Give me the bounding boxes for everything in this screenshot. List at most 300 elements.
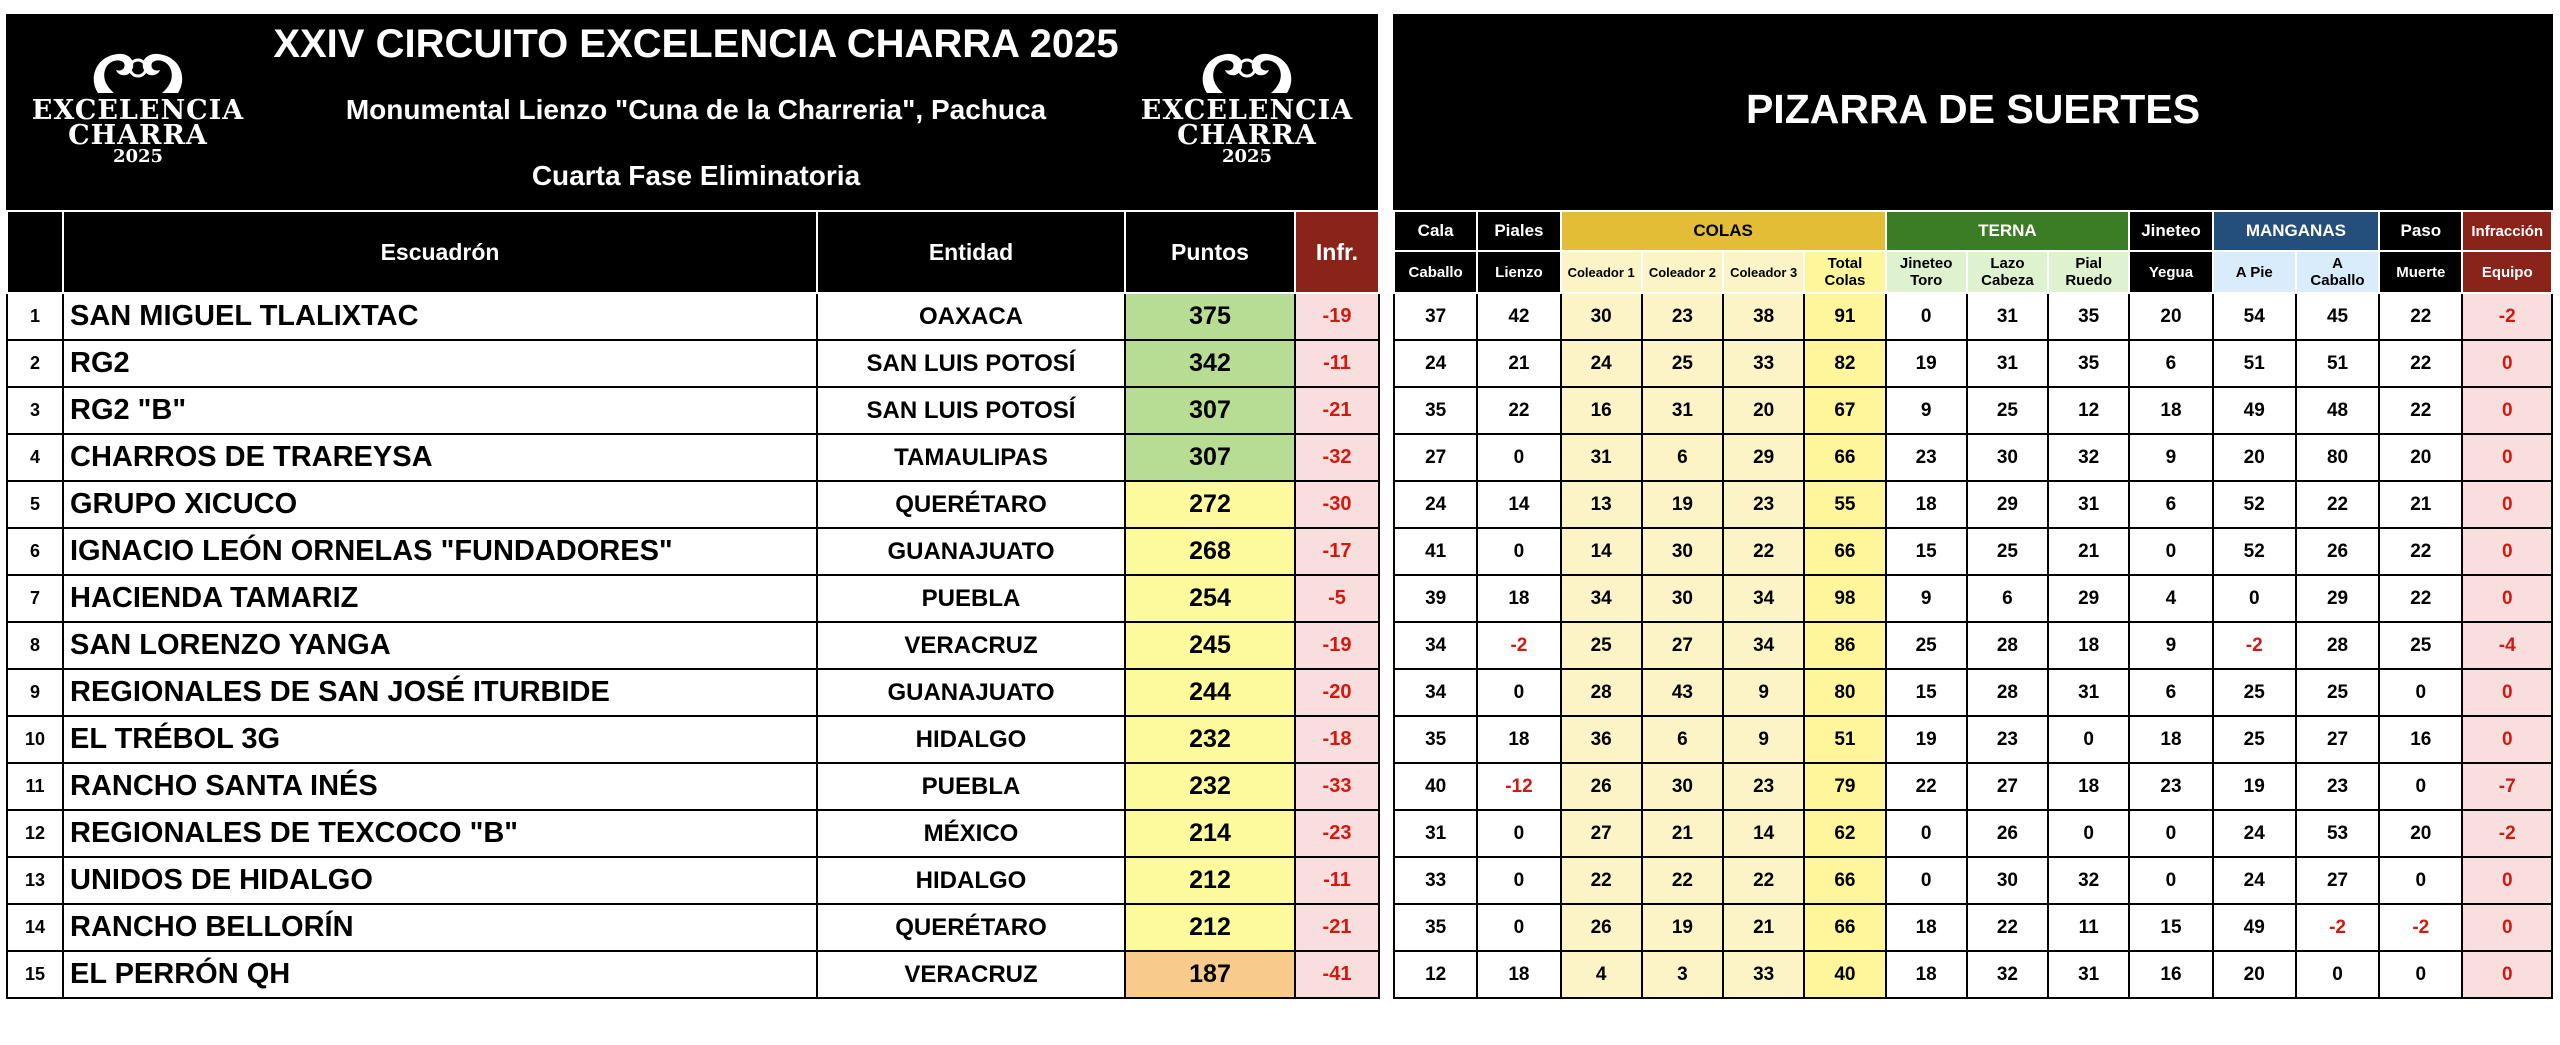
score-paso-muerte: 25 (2379, 622, 2462, 669)
score-jineteo-toro: 15 (1886, 669, 1967, 716)
score-mangana-a-pie: 25 (2213, 669, 2296, 716)
score-coleador-2: 3 (1642, 951, 1723, 998)
standings-team: UNIDOS DE HIDALGO (63, 857, 817, 904)
standings-points: 244 (1125, 669, 1295, 716)
score-jineteo-toro: 19 (1886, 716, 1967, 763)
standings-panel (6, 14, 1378, 1034)
standings-points: 232 (1125, 716, 1295, 763)
standings-infr: -20 (1295, 669, 1379, 716)
score-lazo-cabeza: 31 (1967, 340, 2048, 387)
phase-subtitle: Cuarta Fase Eliminatoria (531, 160, 861, 191)
score-piales-lienzo: 0 (1477, 528, 1560, 575)
standings-row (7, 857, 1379, 904)
score-coleador-1: 26 (1561, 904, 1642, 951)
score-total-colas: 82 (1804, 340, 1885, 387)
score-lazo-cabeza: 6 (1967, 575, 2048, 622)
standings-points: 214 (1125, 810, 1295, 857)
standings-team: HACIENDA TAMARIZ (63, 575, 817, 622)
standings-team: REGIONALES DE TEXCOCO "B" (63, 810, 817, 857)
standings-state: SAN LUIS POTOSÍ (817, 387, 1125, 434)
scoreboard-row (1394, 340, 2552, 387)
standings-row (7, 716, 1379, 763)
sub-ac-2: Caballo (2310, 272, 2365, 289)
standings-points: 212 (1125, 857, 1295, 904)
venue-subtitle: Monumental Lienzo "Cuna de la Charreria", Pachuca (345, 94, 1047, 125)
scoreboard-row (1394, 481, 2552, 528)
standings-infr: -11 (1295, 857, 1379, 904)
standings-position: 7 (7, 575, 63, 622)
score-coleador-3: 22 (1723, 857, 1804, 904)
standings-points: 245 (1125, 622, 1295, 669)
standings-team: RG2 (63, 340, 817, 387)
score-mangana-a-pie: 49 (2213, 904, 2296, 951)
score-pial-ruedo: 32 (2048, 857, 2129, 904)
score-jineteo-yegua: 6 (2129, 481, 2212, 528)
standings-infr: -19 (1295, 293, 1379, 340)
score-coleador-3: 9 (1723, 716, 1804, 763)
score-jineteo-yegua: 4 (2129, 575, 2212, 622)
score-total-colas: 55 (1804, 481, 1885, 528)
score-cala-caballo: 35 (1394, 387, 1477, 434)
scoreboard-row (1394, 387, 2552, 434)
score-jineteo-toro: 18 (1886, 951, 1967, 998)
score-coleador-1: 34 (1561, 575, 1642, 622)
col-pos (7, 211, 63, 293)
score-paso-muerte: 22 (2379, 340, 2462, 387)
score-total-colas: 66 (1804, 857, 1885, 904)
standings-position: 4 (7, 434, 63, 481)
scoreboard-row (1394, 810, 2552, 857)
standings-infr: -18 (1295, 716, 1379, 763)
standings-points: 375 (1125, 293, 1295, 340)
score-piales-lienzo: -12 (1477, 763, 1560, 810)
logo-text-2: CHARRA (1177, 120, 1317, 151)
group-colas: COLAS (1561, 211, 1886, 251)
sub-jt-1: Jineteo (1899, 255, 1953, 272)
score-cala-caballo: 40 (1394, 763, 1477, 810)
standings-team: EL PERRÓN QH (63, 951, 817, 998)
standings-points: 254 (1125, 575, 1295, 622)
standings-state: VERACRUZ (817, 951, 1125, 998)
score-piales-lienzo: 21 (1477, 340, 1560, 387)
score-infraccion-equipo: 0 (2462, 434, 2552, 481)
standings-row (7, 951, 1379, 998)
standings-state: VERACRUZ (817, 622, 1125, 669)
score-coleador-3: 21 (1723, 904, 1804, 951)
score-coleador-1: 30 (1561, 293, 1642, 340)
score-piales-lienzo: 0 (1477, 857, 1560, 904)
sub-total-1: Total (1827, 255, 1863, 272)
sub-coleador-2: Coleador 2 (1642, 251, 1723, 293)
score-mangana-a-pie: -2 (2213, 622, 2296, 669)
sub-lienzo: Lienzo (1477, 251, 1560, 293)
score-coleador-2: 6 (1642, 716, 1723, 763)
score-piales-lienzo: 0 (1477, 810, 1560, 857)
standings-team: REGIONALES DE SAN JOSÉ ITURBIDE (63, 669, 817, 716)
score-cala-caballo: 41 (1394, 528, 1477, 575)
score-paso-muerte: 0 (2379, 763, 2462, 810)
standings-state: HIDALGO (817, 857, 1125, 904)
score-infraccion-equipo: 0 (2462, 904, 2552, 951)
score-lazo-cabeza: 25 (1967, 528, 2048, 575)
score-paso-muerte: 20 (2379, 434, 2462, 481)
standings-state: PUEBLA (817, 763, 1125, 810)
score-infraccion-equipo: 0 (2462, 528, 2552, 575)
score-pial-ruedo: 35 (2048, 293, 2129, 340)
score-coleador-2: 23 (1642, 293, 1723, 340)
sub-coleador-1: Coleador 1 (1561, 251, 1642, 293)
col-state: Entidad (817, 211, 1125, 293)
score-coleador-3: 38 (1723, 293, 1804, 340)
standings-points: 212 (1125, 904, 1295, 951)
score-mangana-a-caballo: 0 (2296, 951, 2379, 998)
score-jineteo-toro: 18 (1886, 904, 1967, 951)
group-manganas: MANGANAS (2213, 211, 2380, 251)
score-cala-caballo: 35 (1394, 716, 1477, 763)
score-pial-ruedo: 12 (2048, 387, 2129, 434)
score-jineteo-yegua: 9 (2129, 434, 2212, 481)
score-cala-caballo: 34 (1394, 622, 1477, 669)
score-total-colas: 98 (1804, 575, 1885, 622)
standings-team: EL TRÉBOL 3G (63, 716, 817, 763)
score-mangana-a-pie: 54 (2213, 293, 2296, 340)
score-pial-ruedo: 18 (2048, 763, 2129, 810)
score-lazo-cabeza: 31 (1967, 293, 2048, 340)
score-paso-muerte: 22 (2379, 293, 2462, 340)
sub-pial-ruedo (2048, 251, 2129, 293)
scoreboard-group-row (1394, 211, 2552, 251)
standings-infr: -33 (1295, 763, 1379, 810)
score-total-colas: 51 (1804, 716, 1885, 763)
standings-body (7, 293, 1379, 998)
standings-team: GRUPO XICUCO (63, 481, 817, 528)
score-paso-muerte: -2 (2379, 904, 2462, 951)
score-coleador-2: 27 (1642, 622, 1723, 669)
standings-team: IGNACIO LEÓN ORNELAS "FUNDADORES" (63, 528, 817, 575)
score-coleador-1: 36 (1561, 716, 1642, 763)
scoreboard-table (1393, 210, 2553, 999)
score-total-colas: 62 (1804, 810, 1885, 857)
standings-points: 232 (1125, 763, 1295, 810)
score-coleador-2: 6 (1642, 434, 1723, 481)
score-mangana-a-caballo: 53 (2296, 810, 2379, 857)
score-paso-muerte: 22 (2379, 387, 2462, 434)
score-coleador-3: 33 (1723, 340, 1804, 387)
score-mangana-a-caballo: 27 (2296, 716, 2379, 763)
logo-text-2: CHARRA (68, 120, 208, 151)
score-piales-lienzo: 0 (1477, 434, 1560, 481)
score-total-colas: 80 (1804, 669, 1885, 716)
sub-total-colas (1804, 251, 1885, 293)
standings-row (7, 528, 1379, 575)
score-jineteo-yegua: 18 (2129, 716, 2212, 763)
group-infraccion: Infracción (2462, 211, 2552, 251)
score-pial-ruedo: 11 (2048, 904, 2129, 951)
standings-position: 3 (7, 387, 63, 434)
score-jineteo-yegua: 23 (2129, 763, 2212, 810)
score-infraccion-equipo: 0 (2462, 857, 2552, 904)
score-coleador-2: 21 (1642, 810, 1723, 857)
scoreboard-body (1394, 293, 2552, 998)
score-mangana-a-pie: 51 (2213, 340, 2296, 387)
score-infraccion-equipo: -4 (2462, 622, 2552, 669)
standings-infr: -21 (1295, 904, 1379, 951)
score-jineteo-yegua: 20 (2129, 293, 2212, 340)
standings-infr: -17 (1295, 528, 1379, 575)
score-jineteo-toro: 9 (1886, 575, 1967, 622)
standings-team: RANCHO BELLORÍN (63, 904, 817, 951)
score-pial-ruedo: 18 (2048, 622, 2129, 669)
score-mangana-a-caballo: 27 (2296, 857, 2379, 904)
score-total-colas: 67 (1804, 387, 1885, 434)
score-coleador-2: 22 (1642, 857, 1723, 904)
standings-state: GUANAJUATO (817, 669, 1125, 716)
sub-total-2: Colas (1824, 272, 1866, 289)
scoreboard-row (1394, 763, 2552, 810)
standings-state: QUERÉTARO (817, 481, 1125, 528)
score-infraccion-equipo: -2 (2462, 810, 2552, 857)
standings-infr: -11 (1295, 340, 1379, 387)
score-coleador-1: 16 (1561, 387, 1642, 434)
score-paso-muerte: 0 (2379, 669, 2462, 716)
score-mangana-a-caballo: -2 (2296, 904, 2379, 951)
standings-points: 272 (1125, 481, 1295, 528)
score-jineteo-yegua: 6 (2129, 340, 2212, 387)
score-infraccion-equipo: -2 (2462, 293, 2552, 340)
score-jineteo-yegua: 0 (2129, 857, 2212, 904)
score-mangana-a-caballo: 22 (2296, 481, 2379, 528)
score-jineteo-toro: 0 (1886, 293, 1967, 340)
score-piales-lienzo: 14 (1477, 481, 1560, 528)
score-coleador-3: 20 (1723, 387, 1804, 434)
standings-infr: -32 (1295, 434, 1379, 481)
score-piales-lienzo: 42 (1477, 293, 1560, 340)
standings-position: 13 (7, 857, 63, 904)
score-cala-caballo: 39 (1394, 575, 1477, 622)
score-lazo-cabeza: 22 (1967, 904, 2048, 951)
score-mangana-a-caballo: 48 (2296, 387, 2379, 434)
score-mangana-a-pie: 24 (2213, 857, 2296, 904)
standings-row (7, 293, 1379, 340)
score-coleador-2: 19 (1642, 904, 1723, 951)
score-coleador-3: 14 (1723, 810, 1804, 857)
standings-state: TAMAULIPAS (817, 434, 1125, 481)
standings-row (7, 810, 1379, 857)
scoreboard-row (1394, 293, 2552, 340)
logo-text-1: EXCELENCIA (1140, 95, 1354, 126)
col-team: Escuadrón (63, 211, 817, 293)
score-infraccion-equipo: 0 (2462, 387, 2552, 434)
score-mangana-a-pie: 49 (2213, 387, 2296, 434)
standings-position: 12 (7, 810, 63, 857)
group-cala: Cala (1394, 211, 1477, 251)
score-coleador-3: 34 (1723, 622, 1804, 669)
standings-state: OAXACA (817, 293, 1125, 340)
standings-row (7, 340, 1379, 387)
score-jineteo-toro: 22 (1886, 763, 1967, 810)
score-pial-ruedo: 0 (2048, 716, 2129, 763)
score-cala-caballo: 12 (1394, 951, 1477, 998)
score-infraccion-equipo: -7 (2462, 763, 2552, 810)
score-pial-ruedo: 29 (2048, 575, 2129, 622)
standings-row (7, 434, 1379, 481)
score-mangana-a-caballo: 25 (2296, 669, 2379, 716)
scoreboard-row (1394, 575, 2552, 622)
score-lazo-cabeza: 28 (1967, 622, 2048, 669)
horse-heads-icon (1187, 48, 1307, 98)
group-jineteo: Jineteo (2129, 211, 2212, 251)
standings-infr: -19 (1295, 622, 1379, 669)
standings-row (7, 387, 1379, 434)
standings-state: QUERÉTARO (817, 904, 1125, 951)
standings-state: MÉXICO (817, 810, 1125, 857)
score-jineteo-toro: 9 (1886, 387, 1967, 434)
score-cala-caballo: 24 (1394, 481, 1477, 528)
sub-caballo: Caballo (1394, 251, 1477, 293)
standings-points: 342 (1125, 340, 1295, 387)
score-piales-lienzo: 18 (1477, 575, 1560, 622)
sub-muerte: Muerte (2379, 251, 2462, 293)
logo-text-3: 2025 (112, 146, 164, 167)
score-lazo-cabeza: 27 (1967, 763, 2048, 810)
standings-position: 6 (7, 528, 63, 575)
group-terna: TERNA (1886, 211, 2130, 251)
score-jineteo-toro: 19 (1886, 340, 1967, 387)
sub-jineteo-toro (1886, 251, 1967, 293)
score-mangana-a-caballo: 80 (2296, 434, 2379, 481)
score-infraccion-equipo: 0 (2462, 575, 2552, 622)
standings-row (7, 904, 1379, 951)
score-mangana-a-caballo: 45 (2296, 293, 2379, 340)
score-infraccion-equipo: 0 (2462, 951, 2552, 998)
score-pial-ruedo: 31 (2048, 951, 2129, 998)
sub-lc-2: Cabeza (1981, 272, 2034, 289)
standings-team: RANCHO SANTA INÉS (63, 763, 817, 810)
score-total-colas: 86 (1804, 622, 1885, 669)
score-coleador-1: 24 (1561, 340, 1642, 387)
standings-position: 14 (7, 904, 63, 951)
standings-position: 1 (7, 293, 63, 340)
score-cala-caballo: 31 (1394, 810, 1477, 857)
score-coleador-2: 25 (1642, 340, 1723, 387)
score-jineteo-toro: 0 (1886, 810, 1967, 857)
standings-infr: -21 (1295, 387, 1379, 434)
horse-heads-icon (78, 48, 198, 98)
score-jineteo-toro: 25 (1886, 622, 1967, 669)
standings-position: 10 (7, 716, 63, 763)
sub-a-pie: A Pie (2213, 251, 2296, 293)
standings-row (7, 481, 1379, 528)
standings-infr: -30 (1295, 481, 1379, 528)
scoreboard-row (1394, 528, 2552, 575)
score-coleador-2: 43 (1642, 669, 1723, 716)
score-pial-ruedo: 31 (2048, 481, 2129, 528)
col-infr: Infr. (1295, 211, 1379, 293)
score-pial-ruedo: 31 (2048, 669, 2129, 716)
score-coleador-1: 25 (1561, 622, 1642, 669)
score-pial-ruedo: 35 (2048, 340, 2129, 387)
score-paso-muerte: 21 (2379, 481, 2462, 528)
score-piales-lienzo: -2 (1477, 622, 1560, 669)
score-cala-caballo: 35 (1394, 904, 1477, 951)
sub-coleador-3: Coleador 3 (1723, 251, 1804, 293)
group-piales: Piales (1477, 211, 1560, 251)
score-cala-caballo: 27 (1394, 434, 1477, 481)
score-pial-ruedo: 32 (2048, 434, 2129, 481)
score-lazo-cabeza: 30 (1967, 434, 2048, 481)
standings-row (7, 622, 1379, 669)
score-coleador-3: 34 (1723, 575, 1804, 622)
score-piales-lienzo: 18 (1477, 716, 1560, 763)
standings-header (6, 14, 1378, 210)
score-paso-muerte: 16 (2379, 716, 2462, 763)
score-lazo-cabeza: 32 (1967, 951, 2048, 998)
score-cala-caballo: 24 (1394, 340, 1477, 387)
score-coleador-1: 31 (1561, 434, 1642, 481)
score-total-colas: 79 (1804, 763, 1885, 810)
sub-pr-1: Pial (2075, 255, 2103, 272)
standings-state: PUEBLA (817, 575, 1125, 622)
sub-pr-2: Ruedo (2065, 272, 2113, 289)
score-jineteo-yegua: 15 (2129, 904, 2212, 951)
score-coleador-3: 23 (1723, 763, 1804, 810)
score-lazo-cabeza: 25 (1967, 387, 2048, 434)
scoreboard-sub-row (1394, 251, 2552, 293)
score-coleador-1: 22 (1561, 857, 1642, 904)
score-mangana-a-caballo: 28 (2296, 622, 2379, 669)
standings-state: SAN LUIS POTOSÍ (817, 340, 1125, 387)
score-jineteo-yegua: 6 (2129, 669, 2212, 716)
standings-position: 11 (7, 763, 63, 810)
standings-row (7, 575, 1379, 622)
standings-points: 307 (1125, 434, 1295, 481)
sub-equipo: Equipo (2462, 251, 2552, 293)
score-coleador-3: 22 (1723, 528, 1804, 575)
excelencia-charra-logo-right (1137, 48, 1357, 168)
score-pial-ruedo: 0 (2048, 810, 2129, 857)
score-piales-lienzo: 0 (1477, 904, 1560, 951)
standings-state: HIDALGO (817, 716, 1125, 763)
score-jineteo-yegua: 0 (2129, 810, 2212, 857)
score-paso-muerte: 20 (2379, 810, 2462, 857)
score-total-colas: 91 (1804, 293, 1885, 340)
sub-ac-1: A (2332, 255, 2343, 272)
score-paso-muerte: 22 (2379, 575, 2462, 622)
score-cala-caballo: 33 (1394, 857, 1477, 904)
scoreboard-row (1394, 904, 2552, 951)
score-coleador-2: 30 (1642, 763, 1723, 810)
score-coleador-1: 14 (1561, 528, 1642, 575)
standings-team: SAN MIGUEL TLALIXTAC (63, 293, 817, 340)
standings-points: 307 (1125, 387, 1295, 434)
standings-position: 8 (7, 622, 63, 669)
score-coleador-1: 26 (1561, 763, 1642, 810)
score-infraccion-equipo: 0 (2462, 481, 2552, 528)
score-coleador-2: 19 (1642, 481, 1723, 528)
sub-a-caballo (2296, 251, 2379, 293)
score-mangana-a-caballo: 26 (2296, 528, 2379, 575)
scoreboard-header (1393, 14, 2553, 210)
scoreboard-row (1394, 716, 2552, 763)
scoreboard-row (1394, 951, 2552, 998)
score-lazo-cabeza: 26 (1967, 810, 2048, 857)
score-piales-lienzo: 22 (1477, 387, 1560, 434)
standings-position: 9 (7, 669, 63, 716)
standings-points: 268 (1125, 528, 1295, 575)
score-mangana-a-pie: 52 (2213, 481, 2296, 528)
standings-position: 5 (7, 481, 63, 528)
score-mangana-a-pie: 52 (2213, 528, 2296, 575)
